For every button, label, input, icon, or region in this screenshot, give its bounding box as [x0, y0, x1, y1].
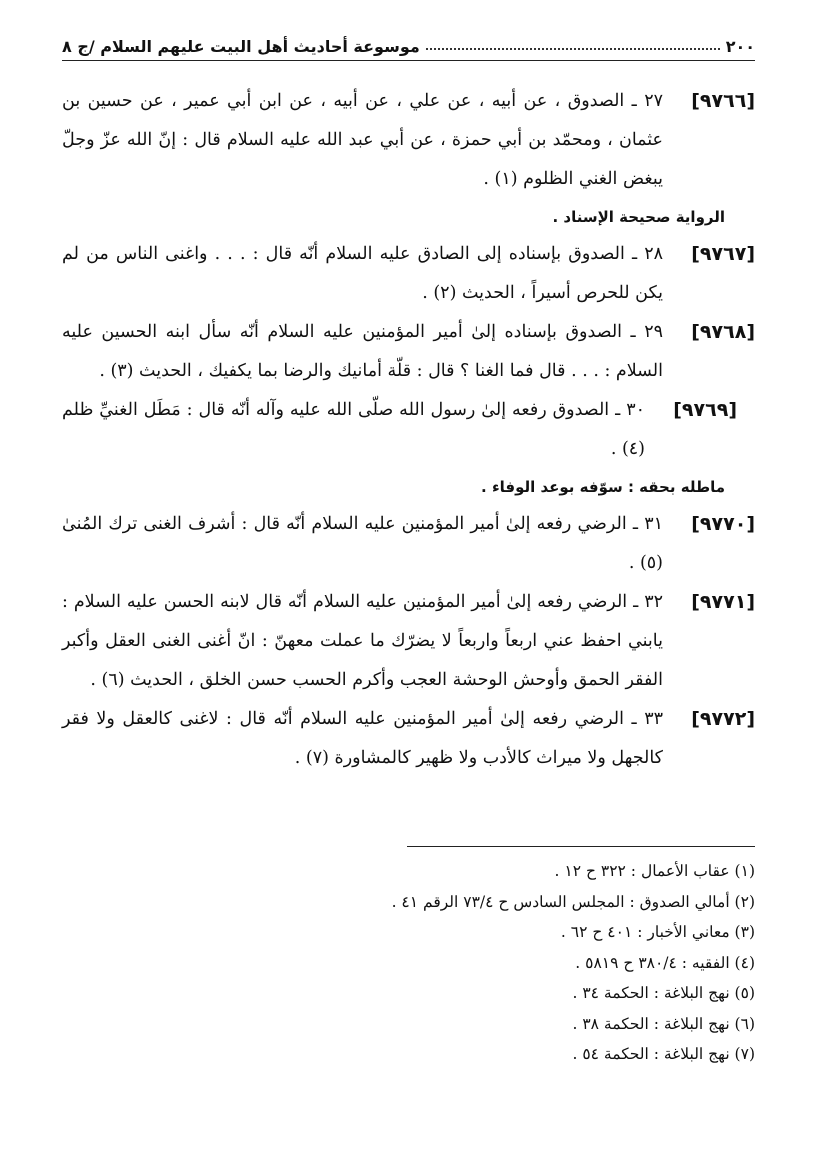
hadith-entry	[62, 313, 755, 391]
entry-text: ٣٠ ـ الصدوق رفعه إلىٰ رسول الله صلّى الله عليه وآله أنّه قال : مَطَل الغنيِّ ظلم (٤) .	[62, 400, 645, 459]
entry-number: [٩٧٦٧]	[691, 243, 755, 265]
running-header	[62, 24, 755, 61]
hadith-entry	[62, 583, 755, 700]
footnote: (٦) نهج البلاغة : الحكمة ٣٨ .	[572, 1014, 755, 1033]
entry-number: [٩٧٦٦]	[691, 90, 755, 112]
footnote: (٧) نهج البلاغة : الحكمة ٥٤ .	[572, 1045, 755, 1063]
entry-text: ٣٢ ـ الرضي رفعه إلىٰ أمير المؤمنين عليه السلام أنّه قال لابنه الحسن عليه السلام : يابني احفظ عني اربعاً واربعاً لا يضرّك ما عملت معهنّ : انّ أغنى الغنى العقل وأكبر الفقر الحمق وأوحش الوحشة العجب وأكرم الحسب حسن الخلق ، الحديث (٦) .	[62, 592, 663, 690]
entry-text: ٢٨ ـ الصدوق بإسناده إلى الصادق عليه السلام أنّه قال : . . . واغنى الناس من لم يكن للحرص أسيراً ، الحديث (٢) .	[62, 244, 663, 303]
footnote: (٢) أمالي الصدوق : المجلس السادس ح ٧٣/٤ الرقم ٤١ .	[391, 892, 755, 911]
entry-number: [٩٧٧٢]	[691, 708, 755, 730]
grading-note: الرواية صحيحة الإسناد .	[552, 208, 725, 226]
hadith-entry	[62, 82, 755, 199]
hadith-entry	[62, 505, 755, 583]
footnotes	[155, 856, 755, 1070]
entry-number: [٩٧٦٨]	[691, 321, 755, 343]
entry-text: ٢٩ ـ الصدوق بإسناده إلىٰ أمير المؤمنين عليه السلام أنّه سأل ابنه الحسين عليه السلام : . . . قال فما الغنا ؟ قال : قلّة أمانيك والرضا بما يكفيك ، الحديث (٣) .	[62, 322, 663, 381]
footnote: (١) عقاب الأعمال : ٣٢٢ ح ١٢ .	[554, 862, 755, 880]
main-text	[62, 82, 755, 778]
entry-number: [٩٧٧٠]	[691, 513, 755, 535]
header-dot-leader	[426, 48, 720, 50]
page-number: ٢٠٠	[725, 37, 755, 56]
entry-number: [٩٧٧١]	[691, 591, 755, 613]
footnote: (٥) نهج البلاغة : الحكمة ٣٤ .	[572, 984, 755, 1002]
hadith-entry	[62, 391, 755, 469]
hadith-entry	[62, 700, 755, 778]
entry-text: ٣٣ ـ الرضي رفعه إلىٰ أمير المؤمنين عليه السلام أنّه قال : لاغنى كالعقل ولا فقر كالجهل ولا ميراث كالأدب ولا ظهير كالمشاورة (٧) .	[62, 709, 663, 768]
footnote-separator	[407, 846, 755, 847]
header-title: موسوعة أحاديث أهل البيت عليهم السلام /ج ٨	[62, 37, 420, 56]
entry-text: ٣١ ـ الرضي رفعه إلىٰ أمير المؤمنين عليه السلام أنّه قال : أشرف الغنى ترك المُنىٰ (٥) .	[62, 514, 663, 573]
entry-text: ٢٧ ـ الصدوق ، عن أبيه ، عن علي ، عن أبيه ، عن ابن أبي عمير ، عن حسين بن عثمان ، ومحمّد بن أبي حمزة ، عن أبي عبد الله عليه السلام قال : إنّ الله عزّ وجلّ يبغض الغني الظلوم (١) .	[62, 91, 663, 189]
footnote: (٣) معاني الأخبار : ٤٠١ ح ٦٢ .	[560, 923, 755, 941]
hadith-entry	[62, 235, 755, 313]
explanation-note: ماطله بحقه : سوّفه بوعد الوفاء .	[481, 478, 725, 496]
footnote: (٤) الفقيه : ٣٨٠/٤ ح ٥٨١٩ .	[575, 953, 755, 972]
entry-number: [٩٧٦٩]	[673, 399, 737, 421]
